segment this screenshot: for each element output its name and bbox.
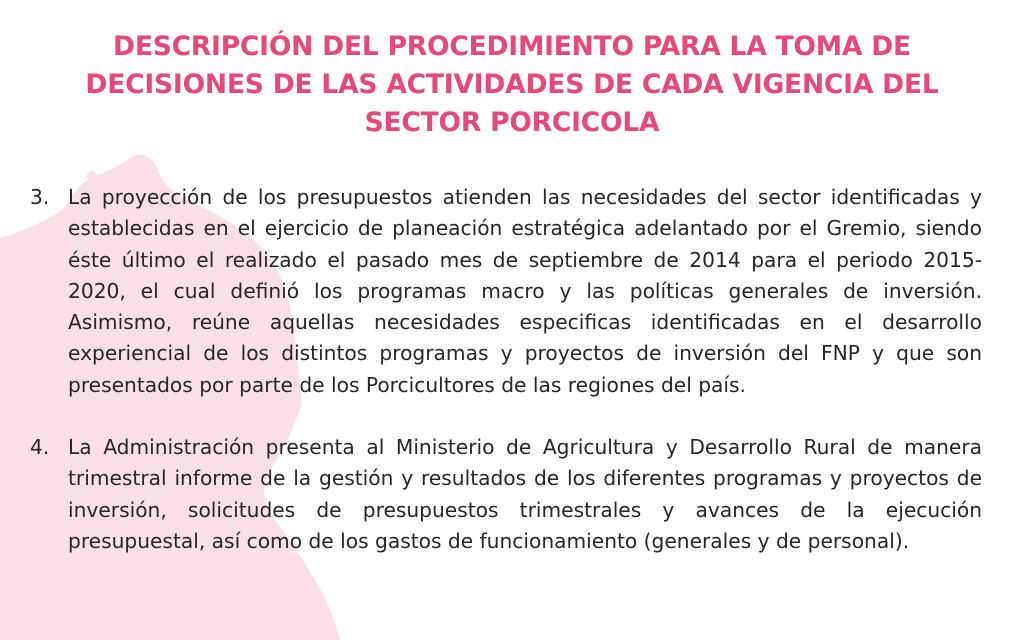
list-item-number: 3. xyxy=(30,185,50,209)
list-item xyxy=(30,432,982,557)
slide-title xyxy=(40,28,984,142)
list-item-number: 4. xyxy=(30,435,50,460)
numbered-list xyxy=(30,182,982,557)
title-line-1: DESCRIPCIÓN DEL PROCEDIMIENTO PARA LA TOMA DE xyxy=(113,31,911,62)
list-item-text: La Administración presenta al Ministerio de Agricultura y Desarrollo Rural de manera trimestral informe de la gestión y resultados de los diferentes programas y proyectos de inversión, solicitudes de presupuestos trimestrales y avances de la ejecución presupuestal, así como de los gastos de funcionamiento (generales y de personal). xyxy=(68,435,982,553)
list-item-text: La proyección de los presupuestos atienden las necesidades del sector identificadas y establecidas en el ejercicio de planeación estratégica adelantado por el Gremio, siendo éste último el realizado el pasado mes de septiembre de 2014 para el periodo 2015-2020, el cual definió los programas macro y las políticas generales de inversión. Asimismo, reúne aquellas necesidades especificas identificadas en el desarrollo experiencial de los distintos programas y proyectos de inversión del FNP y que son presentados por parte de los Porcicultores de las regiones del país. xyxy=(68,185,982,397)
title-line-3: SECTOR PORCICOLA xyxy=(364,107,660,138)
title-line-2: DECISIONES DE LAS ACTIVIDADES DE CADA VIGENCIA DEL xyxy=(85,69,939,100)
list-item xyxy=(30,182,982,401)
